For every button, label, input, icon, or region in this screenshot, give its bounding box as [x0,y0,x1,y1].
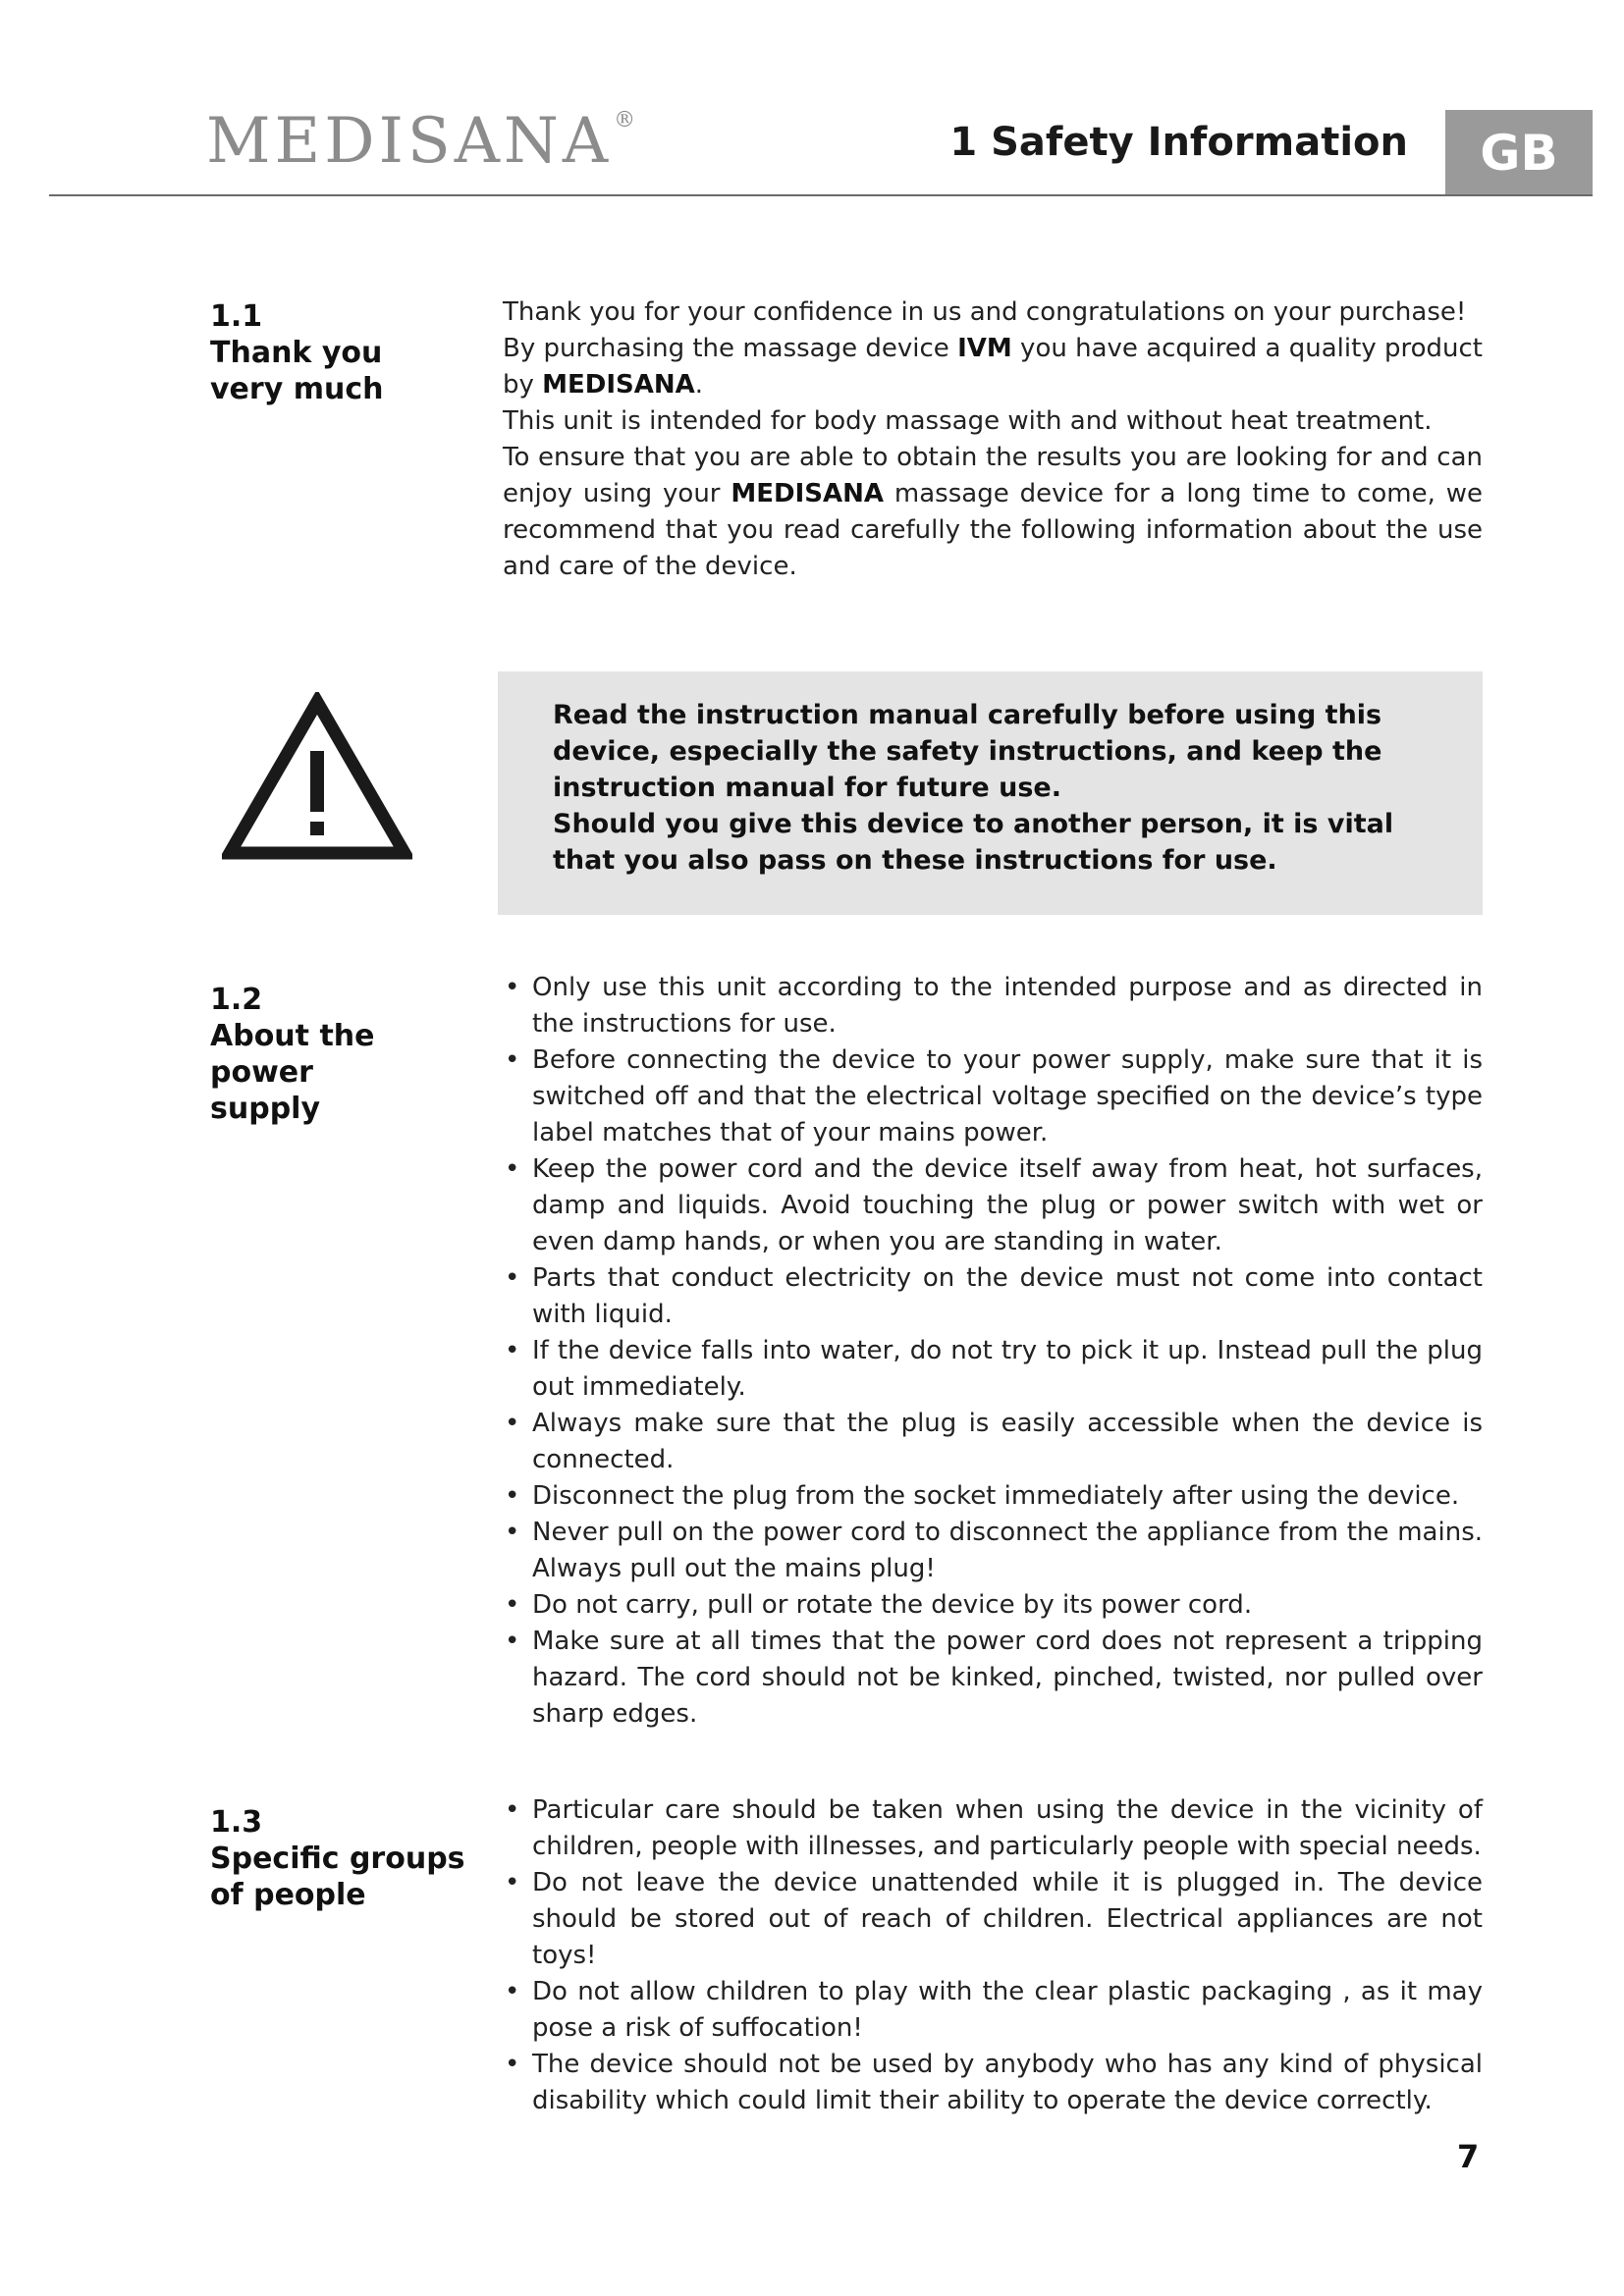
paragraph: Thank you for your confidence in us and congratulations on your purchase! [503,297,1467,327]
list-item: • Do not leave the device unattended while it is plugged in. The device should be stored out of reach of children. Electrical appliances are not toys! [503,1865,1483,1974]
paragraph [503,331,1483,403]
specific-groups-list [503,1792,1483,2119]
paragraph [503,440,1483,585]
text-run: you have acquired a quality product by [503,334,1483,400]
section-title-line: Specific groups [210,1842,465,1876]
chapter-title: 1 Safety Information [949,120,1408,165]
warning-text: Should you give this device to another person, it is vital that you also pass on these instructions for use. [553,809,1394,876]
text-run: By purchasing the massage device [503,334,958,363]
text-run: massage device for a long time to come, we recommend that you read carefully the following information about the use and care of the device. [503,479,1483,581]
list-item: • If the device falls into water, do not try to pick it up. Instead pull the plug out immediately. [503,1333,1483,1406]
list-item: • Keep the power cord and the device itself away from heat, hot surfaces, damp and liquids. Avoid touching the plug or power switch with wet or even damp hands, or when you are standing in water. [503,1151,1483,1260]
section-1-1-heading [210,298,485,407]
list-item: • Only use this unit according to the intended purpose and as directed in the instructions for use. [503,970,1483,1042]
list-item: • Make sure at all times that the power cord does not represent a tripping hazard. The cord should not be kinked, pinched, twisted, nor pulled over sharp edges. [503,1624,1483,1733]
registered-mark: ® [614,108,640,133]
brand-name: MEDISANA [731,479,885,508]
section-1-2-heading [210,982,485,1127]
warning-notice-box [498,671,1483,915]
brand-name: MEDISANA [542,370,695,400]
warning-triangle-icon [222,692,412,861]
list-item: • Do not carry, pull or rotate the device by its power cord. [503,1587,1483,1624]
paragraph: This unit is intended for body massage with and without heat treatment. [503,406,1433,436]
list-item: • Disconnect the plug from the socket immediately after using the device. [503,1478,1483,1515]
section-number: 1.1 [210,299,263,334]
section-1-3-heading [210,1804,485,1913]
warning-text: Read the instruction manual carefully before using this device, especially the safety instructions, and keep the instruction manual for future use. [553,700,1382,803]
text-run: . [694,370,704,400]
section-title-line: Thank you [210,336,383,370]
list-item: • Never pull on the power cord to disconnect the appliance from the mains. Always pull out the mains plug! [503,1515,1483,1587]
page-number: 7 [1457,2138,1480,2175]
list-item: • Particular care should be taken when using the device in the vicinity of children, people with illnesses, and particularly people with special needs. [503,1792,1483,1865]
header-divider [49,194,1593,196]
model-name: IVM [957,334,1012,363]
list-item: • Always make sure that the plug is easily accessible when the device is connected. [503,1406,1483,1478]
section-title-line: supply [210,1092,321,1126]
section-number: 1.2 [210,983,263,1017]
logo-text: MEDISANA [206,105,613,178]
section-number: 1.3 [210,1805,263,1840]
list-item: • Do not allow children to play with the clear plastic packaging , as it may pose a risk of suffocation! [503,1974,1483,2047]
language-badge: GB [1445,110,1593,196]
section-1-1-body [503,294,1483,585]
list-item: • Before connecting the device to your power supply, make sure that it is switched off and that the electrical voltage specified on the device’s type label matches that of your mains power. [503,1042,1483,1151]
brand-logo [206,105,640,178]
section-title-line: very much [210,372,384,406]
list-item: • The device should not be used by anybody who has any kind of physical disability which could limit their ability to operate the device correctly. [503,2047,1483,2119]
section-title-line: About the power [210,1019,375,1090]
section-title-line: of people [210,1878,366,1912]
list-item: • Parts that conduct electricity on the device must not come into contact with liquid. [503,1260,1483,1333]
power-supply-list [503,970,1483,1733]
text-run: To ensure that you are able to obtain the results you are looking for and can enjoy using your [503,443,1483,508]
